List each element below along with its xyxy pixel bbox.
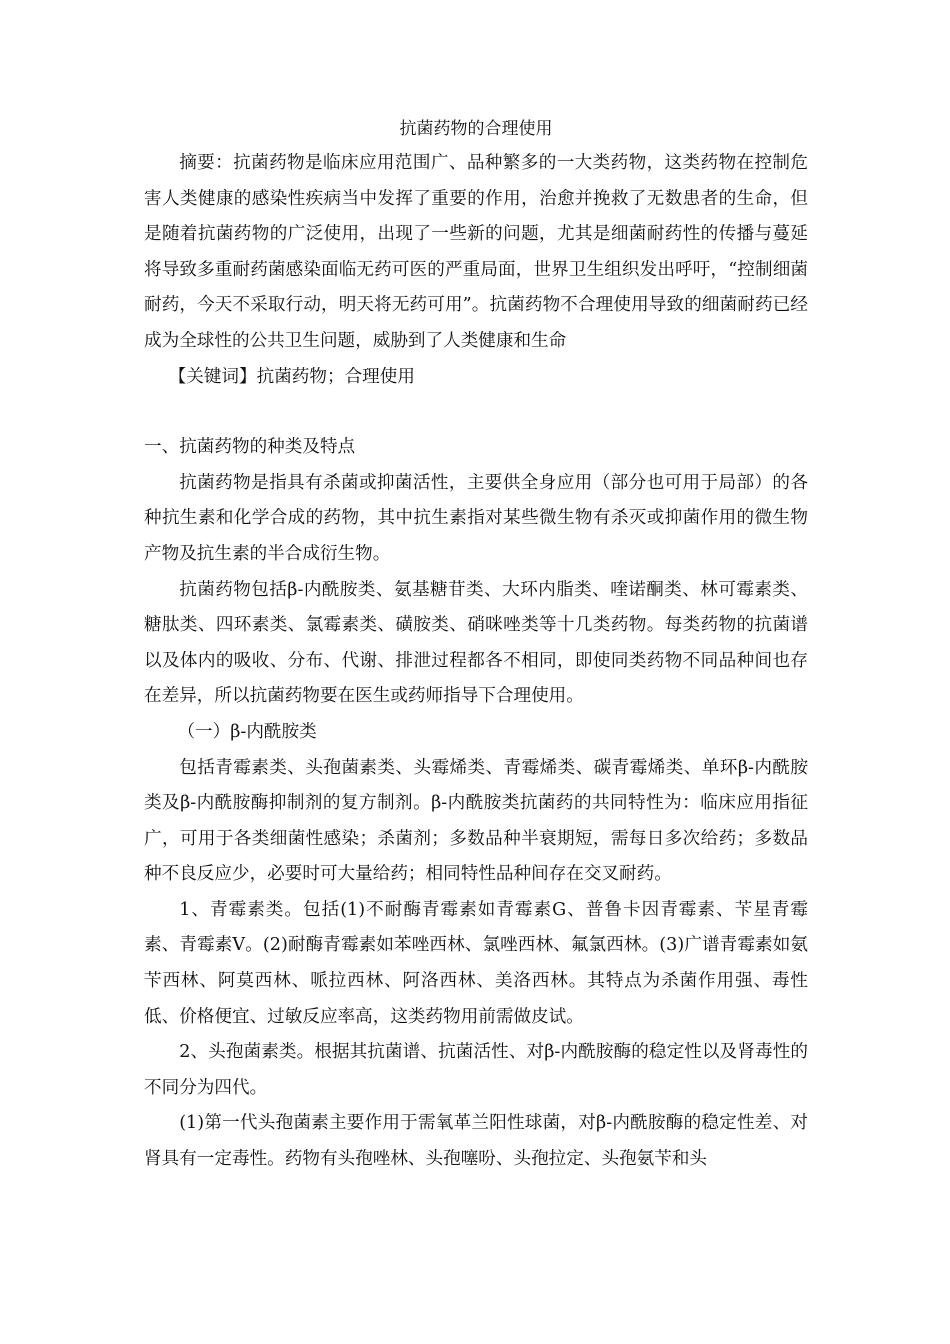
- body-paragraph: (1)第一代头孢菌素主要作用于需氧革兰阳性球菌，对β-内酰胺酶的稳定性差、对肾具有一定毒性。药物有头孢唑林、头孢噻吩、头孢拉定、头孢氨苄和头: [144, 1113, 808, 1170]
- section-heading: 一、抗菌药物的种类及特点: [144, 437, 356, 458]
- section-spacer: [144, 395, 808, 430]
- document-title: 抗菌药物的合理使用: [399, 119, 553, 139]
- keywords-line: 【关键词】抗菌药物；合理使用: [168, 366, 415, 387]
- abstract-paragraph: 摘要：抗菌药物是临床应用范围广、品种繁多的一大类药物，这类药物在控制危害人类健康的感染性疾病当中发挥了重要的作用，治愈并挽救了无数患者的生命，但是随着抗菌药物的广泛使用，出现了一些新的问题，尤其是细菌耐药性的传播与蔓延将导致多重耐药菌感染面临无药可医的严重局面，世界卫生组织发出呼吁，“控制细菌耐药，今天不采取行动，明天将无药可用”。抗菌药物不合理使用导致的细菌耐药已经成为全球性的公共卫生问题，威胁到了人类健康和生命: [144, 153, 808, 351]
- subsection-heading: （一）β-内酰胺类: [177, 721, 317, 742]
- body-paragraph: 2、头孢菌素类。根据其抗菌谱、抗菌活性、对β-内酰胺酶的稳定性以及肾毒性的不同分为四代。: [144, 1042, 808, 1098]
- document-page: [144, 112, 808, 1178]
- body-paragraph: 1、青霉素类。包括(1)不耐酶青霉素如青霉素G、普鲁卡因青霉素、苄星青霉素、青霉素V。(2)耐酶青霉素如苯唑西林、氯唑西林、氟氯西林。(3)广谱青霉素如氨苄西林、阿莫西林、哌拉西林、阿洛西林、美洛西林。其特点为杀菌作用强、毒性低、价格便宜、过敏反应率高，这类药物用前需做皮试。: [144, 899, 808, 1027]
- body-paragraph: 包括青霉素类、头孢菌素类、头霉烯类、青霉烯类、碳青霉烯类、单环β-内酰胺类及β-内酰胺酶抑制剂的复方制剂。β-内酰胺类抗菌药的共同特性为：临床应用指征广，可用于各类细菌性感染；杀菌剂；多数品种半衰期短，需每日多次给药；多数品种不良反应少，必要时可大量给药；相同特性品种间存在交叉耐药。: [144, 757, 808, 885]
- body-paragraph: 抗菌药物是指具有杀菌或抑菌活性，主要供全身应用（部分也可用于局部）的各种抗生素和化学合成的药物，其中抗生素指对某些微生物有杀灭或抑菌作用的微生物产物及抗生素的半合成衍生物。: [144, 472, 808, 564]
- body-paragraph: 抗菌药物包括β-内酰胺类、氨基糖苷类、大环内脂类、喹诺酮类、林可霉素类、糖肽类、四环素类、氯霉素类、磺胺类、硝咪唑类等十几类药物。每类药物的抗菌谱以及体内的吸收、分布、代谢、排泄过程都各不相同，即使同类药物不同品种间也存在差异，所以抗菌药物要在医生或药师指导下合理使用。: [144, 579, 808, 707]
